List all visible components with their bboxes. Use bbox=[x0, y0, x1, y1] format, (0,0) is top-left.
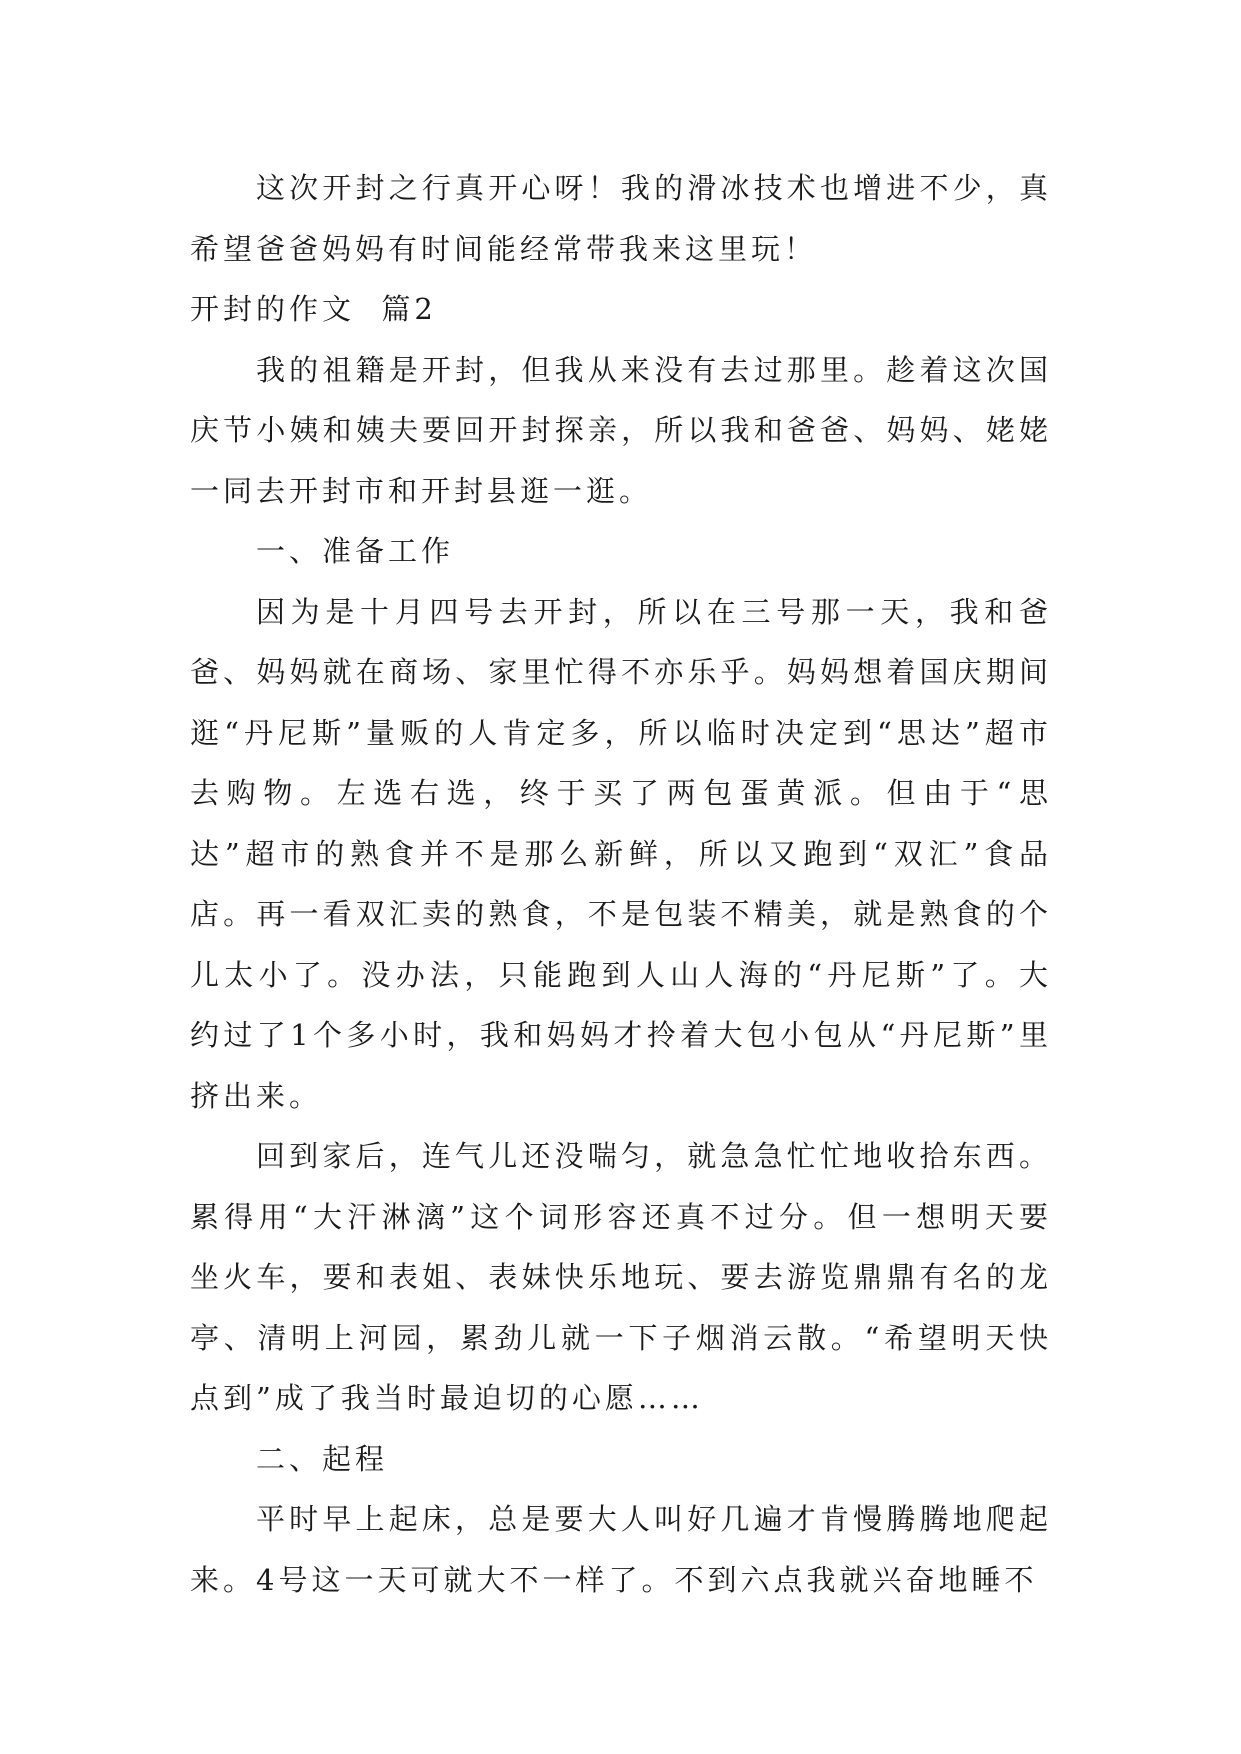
paragraph-departure-morning: 平时早上起床，总是要大人叫好几遍才肯慢腾腾地爬起来。4号这一天可就大不一样了。不到六点我就兴奋地睡不 bbox=[190, 1502, 1052, 1597]
section-heading-departure: 二、起程 bbox=[256, 1441, 389, 1476]
paragraph-shopping: 因为是十月四号去开封，所以在三号那一天，我和爸爸、妈妈就在商场、家里忙得不亦乐乎。妈妈想着国庆期间逛“丹尼斯”量贩的人肯定多，所以临时决定到“思达”超市去购物。左选右选，终于买了两包蛋黄派。但由于“思达”超市的熟食并不是那么新鲜，所以又跑到“双汇”食品店。再一看双汇卖的熟食，不是包装不精美，就是熟食的个儿太小了。没办法，只能跑到人山人海的“丹尼斯”了。大约过了1个多小时，我和妈妈才拎着大包小包从“丹尼斯”里挤出来。 bbox=[190, 594, 1052, 1113]
paragraph-intro: 我的祖籍是开封，但我从来没有去过那里。趁着这次国庆节小姨和姨夫要回开封探亲，所以我和爸爸、妈妈、姥姥一同去开封市和开封县逛一逛。 bbox=[190, 352, 1052, 508]
section-heading-preparation: 一、准备工作 bbox=[256, 534, 455, 568]
paragraph-closing-previous: 这次开封之行真开心呀！我的滑冰技术也增进不少，真希望爸爸妈妈有时间能经常带我来这里玩！ bbox=[190, 171, 1052, 266]
essay-title-part-2: 开封的作文 篇2 bbox=[190, 292, 437, 326]
paragraph-packing: 回到家后，连气儿还没喘匀，就急急忙忙地收拾东西。累得用“大汗淋漓”这个词形容还真不过分。但一想明天要坐火车，要和表姐、表妹快乐地玩、要去游览鼎鼎有名的龙亭、清明上河园，累劲儿就一下子烟消云散。“希望明天快点到”成了我当时最迫切的心愿…… bbox=[190, 1139, 1052, 1415]
document-body bbox=[190, 158, 1052, 1610]
